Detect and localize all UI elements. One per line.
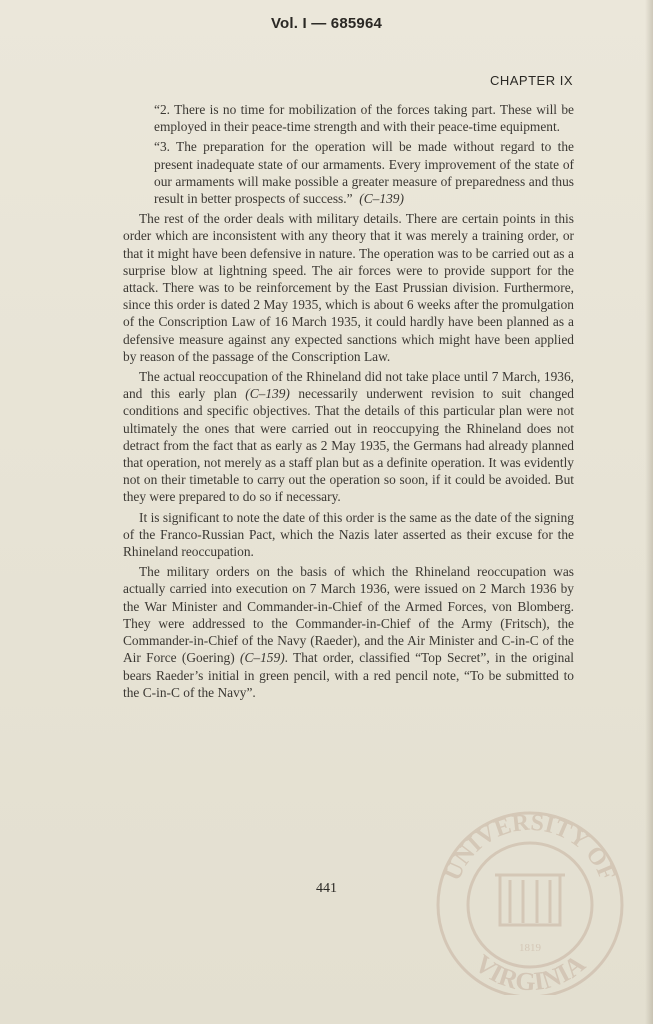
- body-paragraph-text: The military orders on the basis of which the Rhineland reoccupation was actually carried into execution on 7 March 1936, were issued on 2 March 1936 by the War Minister and Commander-in-Chief of the Armed Forces, von Blomberg. They were addressed to the Commander-in-Chief of the Army (Fritsch), the Commander-in-Chief of the Navy (Raeder), and the Air Minister and C-in-C of the Air Force (Goering): [123, 564, 574, 666]
- svg-text:1819: 1819: [519, 942, 541, 954]
- body-paragraph-text: necessarily underwent revision to suit changed conditions and specific objectives. That the details of this particular plan were not ultimately the ones that were carried out in reoccupying the Rhineland does not detract from the fact that as early as 2 May 1935, the Germans had already planned that operation, not merely as a staff plan but as a definite operation. It was evidently not on their timetable to carry out the operation so soon, if it could be avoided. But they were prepared to do so if necessary.: [123, 386, 574, 505]
- running-header: Vol. I — 685964: [270, 15, 383, 32]
- page-edge-shadow: [645, 0, 653, 1024]
- body-paragraph: It is significant to note the date of this order is the same as the date of the signing of the Franco-Russian Pact, which the Nazis later asserted as their excuse for the Rhineland reoccupation.: [123, 509, 574, 560]
- body-paragraph: The rest of the order deals with military details. There are certain points in this order which are inconsistent with any theory that it was merely a training order, or that it might have been defensive in nature. The operation was to be carried out as a surprise blow at lightning speed. The air forces were to provide support for the attack. There was to be reinforcement by the East Prussian division. Furthermore, since this order is dated 2 May 1935, which is about 6 weeks after the promulgation of the Conscription Law of 16 March 1935, it could hardly have been planned as a defensive measure against any expected sanctions which might have been applied by reason of the passage of the Conscription Law.: [123, 211, 574, 364]
- citation: (C–139): [359, 191, 404, 207]
- quote-paragraph-3-text: “3. The preparation for the operation will be made without regard to the present inadequate state of our armaments. Every improvement of the state of our armaments will make possible a greater measure of preparedness and thus result in better prospects of success.”: [154, 139, 574, 207]
- body-paragraph: [123, 368, 574, 506]
- page-number: 441: [316, 881, 337, 896]
- quote-paragraph-2: “2. There is no time for mobilization of the forces taking part. These will be employed in their peace-time strength and with their peace-time equipment.: [154, 102, 574, 135]
- quote-paragraph-3: [154, 138, 574, 207]
- svg-text:VIRGINIA: VIRGINIA: [469, 948, 591, 995]
- page-body: [123, 101, 574, 704]
- body-paragraph: [123, 563, 574, 701]
- body-paragraph-text: The actual reoccupation of the Rhineland did not take place until 7 March, 1936, and this early plan: [123, 369, 574, 402]
- svg-text:UNIVERSITY OF: UNIVERSITY OF: [439, 809, 621, 885]
- library-stamp-seal: [425, 805, 635, 995]
- citation: (C–139): [245, 386, 290, 402]
- citation: (C–159): [240, 650, 285, 666]
- chapter-heading: CHAPTER IX: [489, 73, 573, 88]
- body-paragraph-text: . That order, classified “Top Secret”, in the original bears Raeder’s initial in green pencil, with a red pencil note, “To be submitted to the C-in-C of the Navy”.: [123, 650, 574, 700]
